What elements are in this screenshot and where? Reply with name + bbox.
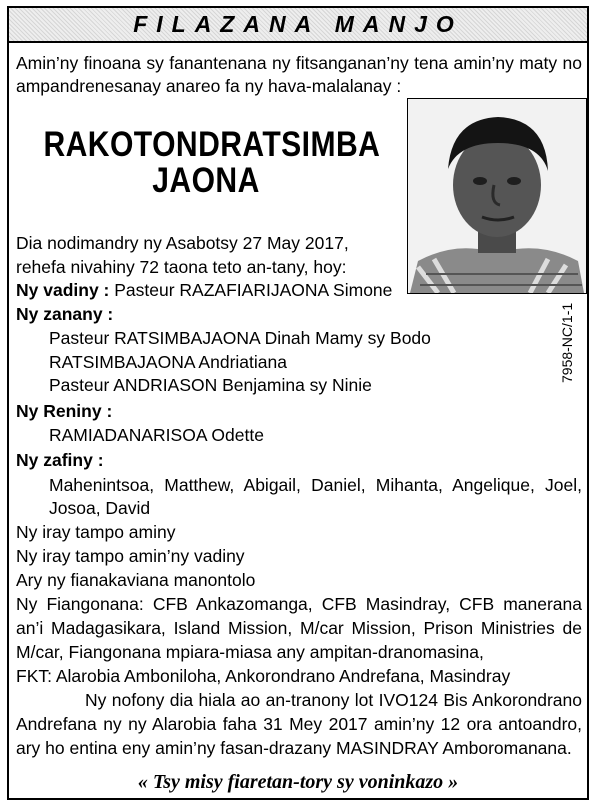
portrait-illustration — [408, 99, 586, 293]
burial-line-3: ary ho entina eny amin’ny fasan-drazany MASINDRAY Amboromanana. — [16, 738, 572, 758]
death-date-line: Dia nodimandry ny Asabotsy 27 May 2017, — [16, 233, 349, 253]
family-line: Ary ny fianakaviana manontolo — [16, 570, 256, 590]
churches-line-1: Ny Fiangonana: CFB Ankazomanga, CFB Masindray, CFB manerana — [16, 594, 582, 614]
spouse-name: Pasteur RAZAFIARIJAONA Simone — [114, 280, 393, 300]
child-line-2: RATSIMBAJAONA Andriatiana — [49, 352, 287, 372]
siblings-line: Ny iray tampo aminy — [16, 522, 176, 542]
grandchildren-line-1: Mahenintsoa, Matthew, Abigail, Daniel, Mihanta, Angelique, Joel, — [49, 475, 582, 495]
children-label: Ny zanany : — [16, 304, 114, 324]
notice-frame — [7, 6, 589, 800]
motto: « Tsy misy fiaretan-tory sy voninkazo » — [137, 771, 459, 793]
intro-line-2: ampandrenesanay anareo fa ny hava-malalanay : — [16, 76, 402, 96]
mother-label: Ny Reniny : — [16, 401, 113, 421]
mother-name: RAMIADANARISOA Odette — [49, 425, 264, 445]
banner-title: FILAZANA MANJO — [9, 8, 587, 43]
burial-line-2: Andrefana ny ny Alarobia faha 31 Mey 2017 amin’ny 12 ora antoandro, — [16, 714, 582, 734]
reference-code: 7958-NC/1-1 — [559, 302, 575, 383]
churches-line-2: an’i Madagasikara, Island Mission, M/car Mission, Prison Ministries de — [16, 618, 582, 638]
burial-line-1: Ny nofony dia hiala ao an-tranony lot IVO124 Bis Ankorondrano — [85, 690, 582, 710]
age-line: rehefa nivahiny 72 taona teto an-tany, hoy: — [16, 257, 347, 277]
portrait-photo — [407, 98, 587, 294]
churches-line-3: M/car, Fiangonana mpiara-miasa any ampitan-dranomasina, — [16, 642, 484, 662]
deceased-name-line-1: RAKOTONDRATSIMBA — [43, 125, 381, 164]
fkt-line: FKT: Alarobia Amboniloha, Ankorondrano Andrefana, Masindray — [16, 666, 511, 686]
grandchildren-line-2: Josoa, David — [49, 498, 151, 518]
intro-line-1: Amin’ny finoana sy fanantenana ny fitsanganan’ny tena amin’ny maty no — [16, 53, 582, 73]
spouse-siblings-line: Ny iray tampo amin’ny vadiny — [16, 546, 245, 566]
deceased-name-line-2: JAONA — [152, 161, 260, 200]
spouse-line — [16, 279, 392, 301]
spouse-label: Ny vadiny : — [16, 280, 110, 300]
grandchildren-label: Ny zafiny : — [16, 450, 104, 470]
child-line-3: Pasteur ANDRIASON Benjamina sy Ninie — [49, 375, 372, 395]
child-line-1: Pasteur RATSIMBAJAONA Dinah Mamy sy Bodo — [49, 328, 431, 348]
